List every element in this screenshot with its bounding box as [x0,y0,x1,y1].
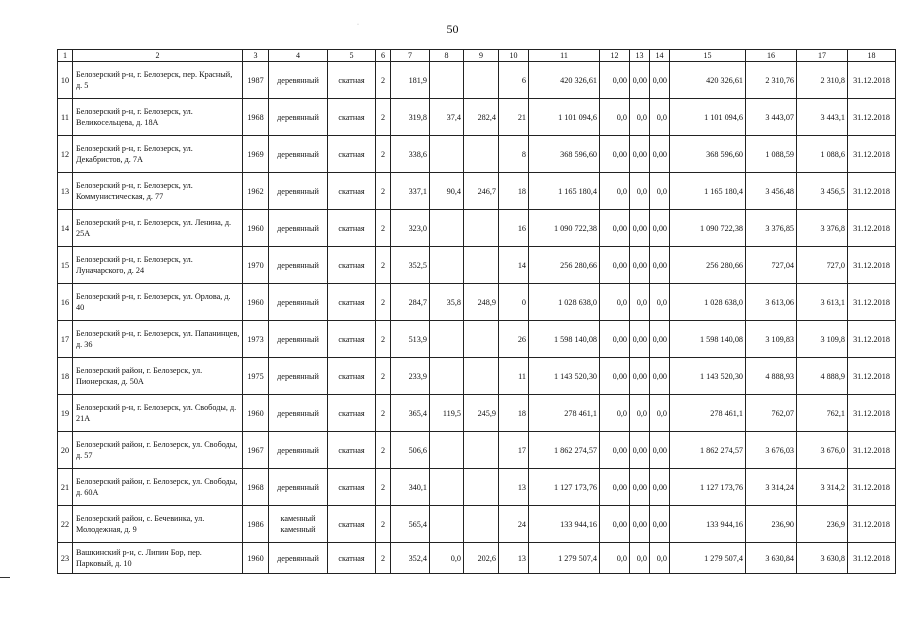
cell-c8: 119,5 [430,395,464,432]
cell-material: деревянный [269,99,328,136]
cell-c14: 0,00 [650,136,670,173]
cell-c8 [430,62,464,99]
table-row [58,99,896,136]
cell-c11: 1 598 140,08 [529,321,600,358]
cell-year: 1960 [243,210,269,247]
cell-material: деревянный [269,136,328,173]
cell-material: деревянный [269,62,328,99]
cell-c16: 3 376,85 [746,210,797,247]
cell-c12: 0,00 [600,210,630,247]
cell-c17: 3 630,8 [797,543,848,574]
cell-roof: скатная [328,62,376,99]
cell-address: Белозерский р-н, г. Белозерск, ул. Папанинцев, д. 36 [73,321,243,358]
cell-c15: 1 090 722,38 [670,210,746,247]
cell-c12: 0,00 [600,469,630,506]
cell-c12: 0,00 [600,506,630,543]
cell-c10: 11 [499,358,529,395]
cell-date: 31.12.2018 [848,173,896,210]
cell-area: 506,6 [391,432,430,469]
cell-c14: 0,00 [650,62,670,99]
cell-floors: 2 [376,62,391,99]
cell-c11: 1 279 507,4 [529,543,600,574]
table-row [58,358,896,395]
cell-year: 1960 [243,395,269,432]
cell-c16: 3 314,24 [746,469,797,506]
cell-material: деревянный [269,543,328,574]
cell-c8: 0,0 [430,543,464,574]
cell-area: 365,4 [391,395,430,432]
cell-address: Белозерский район, г. Белозерск, ул. Пионерская, д. 50А [73,358,243,395]
cell-floors: 2 [376,284,391,321]
cell-c14: 0,00 [650,321,670,358]
cell-c11: 368 596,60 [529,136,600,173]
page-number: 50 [446,22,459,36]
table-row [58,62,896,99]
cell-c13: 0,00 [630,506,650,543]
cell-address: Белозерский р-н, г. Белозерск, ул. Декабристов, д. 7А [73,136,243,173]
table-row [58,247,896,284]
cell-date: 31.12.2018 [848,321,896,358]
column-number: 13 [630,50,650,62]
cell-c14: 0,00 [650,247,670,284]
cell-c9 [464,136,499,173]
cell-n: 11 [58,99,73,136]
cell-n: 17 [58,321,73,358]
cell-floors: 2 [376,321,391,358]
cell-c11: 1 143 520,30 [529,358,600,395]
cell-material: деревянный [269,432,328,469]
cell-n: 16 [58,284,73,321]
cell-c10: 18 [499,395,529,432]
cell-roof: скатная [328,432,376,469]
column-number: 16 [746,50,797,62]
cell-address: Белозерский район, с. Бечевинка, ул. Молодежная, д. 9 [73,506,243,543]
cell-c16: 1 088,59 [746,136,797,173]
cell-c8: 35,8 [430,284,464,321]
cell-date: 31.12.2018 [848,62,896,99]
column-number: 2 [73,50,243,62]
cell-area: 284,7 [391,284,430,321]
cell-c14: 0,0 [650,284,670,321]
cell-c8 [430,469,464,506]
cell-roof: скатная [328,321,376,358]
cell-year: 1960 [243,543,269,574]
table-row [58,321,896,358]
cell-c14: 0,0 [650,173,670,210]
column-number: 8 [430,50,464,62]
cell-c17: 3 613,1 [797,284,848,321]
cell-address: Белозерский р-н, г. Белозерск, ул. Луначарского, д. 24 [73,247,243,284]
cell-c14: 0,00 [650,432,670,469]
cell-address: Белозерский район, г. Белозерск, ул. Свободы, д. 60А [73,469,243,506]
cell-c15: 1 165 180,4 [670,173,746,210]
cell-c9 [464,506,499,543]
cell-c11: 420 326,61 [529,62,600,99]
cell-c16: 727,04 [746,247,797,284]
cell-c11: 133 944,16 [529,506,600,543]
cell-year: 1969 [243,136,269,173]
cell-material: деревянный [269,210,328,247]
cell-c11: 256 280,66 [529,247,600,284]
cell-roof: скатная [328,99,376,136]
cell-c8 [430,210,464,247]
cell-floors: 2 [376,210,391,247]
cell-year: 1968 [243,469,269,506]
cell-n: 15 [58,247,73,284]
cell-date: 31.12.2018 [848,284,896,321]
cell-n: 10 [58,62,73,99]
cell-c17: 762,1 [797,395,848,432]
cell-c8 [430,136,464,173]
cell-c17: 236,9 [797,506,848,543]
column-number: 10 [499,50,529,62]
cell-material: каменный каменный [269,506,328,543]
cell-c13: 0,00 [630,358,650,395]
cell-year: 1973 [243,321,269,358]
scan-speck: · [357,22,359,28]
cell-c10: 24 [499,506,529,543]
cell-c13: 0,0 [630,543,650,574]
cell-c10: 17 [499,432,529,469]
cell-c12: 0,00 [600,432,630,469]
cell-roof: скатная [328,506,376,543]
cell-n: 22 [58,506,73,543]
cell-c10: 6 [499,62,529,99]
cell-area: 513,9 [391,321,430,358]
cell-c8 [430,247,464,284]
cell-c15: 1 127 173,76 [670,469,746,506]
cell-date: 31.12.2018 [848,210,896,247]
cell-c9 [464,62,499,99]
table-row [58,395,896,432]
cell-c8: 90,4 [430,173,464,210]
column-number: 9 [464,50,499,62]
cell-c12: 0,00 [600,247,630,284]
cell-c10: 8 [499,136,529,173]
cell-year: 1986 [243,506,269,543]
cell-floors: 2 [376,506,391,543]
cell-n: 13 [58,173,73,210]
cell-c9: 248,9 [464,284,499,321]
cell-roof: скатная [328,136,376,173]
cell-address: Белозерский р-н, г. Белозерск, ул. Свободы, д. 21А [73,395,243,432]
cell-c14: 0,0 [650,395,670,432]
cell-n: 18 [58,358,73,395]
cell-date: 31.12.2018 [848,432,896,469]
cell-date: 31.12.2018 [848,395,896,432]
cell-date: 31.12.2018 [848,136,896,173]
cell-c12: 0,00 [600,321,630,358]
cell-floors: 2 [376,469,391,506]
cell-c9 [464,321,499,358]
cell-c11: 1 862 274,57 [529,432,600,469]
cell-c14: 0,00 [650,358,670,395]
cell-c14: 0,00 [650,506,670,543]
cell-floors: 2 [376,432,391,469]
cell-c9: 246,7 [464,173,499,210]
cell-c16: 3 630,84 [746,543,797,574]
cell-c12: 0,0 [600,284,630,321]
cell-c14: 0,00 [650,469,670,506]
cell-material: деревянный [269,173,328,210]
cell-year: 1987 [243,62,269,99]
cell-c16: 2 310,76 [746,62,797,99]
cell-address: Белозерский р-н, г. Белозерск, ул. Великосельцева, д. 18А [73,99,243,136]
cell-year: 1970 [243,247,269,284]
cell-date: 31.12.2018 [848,506,896,543]
table-row [58,506,896,543]
cell-c12: 0,0 [600,543,630,574]
cell-area: 181,9 [391,62,430,99]
cell-c10: 26 [499,321,529,358]
cell-c12: 0,0 [600,395,630,432]
cell-material: деревянный [269,284,328,321]
cell-c16: 3 443,07 [746,99,797,136]
cell-c17: 3 109,8 [797,321,848,358]
column-number: 1 [58,50,73,62]
cell-n: 14 [58,210,73,247]
cell-c17: 4 888,9 [797,358,848,395]
cell-c15: 256 280,66 [670,247,746,284]
cell-c9: 282,4 [464,99,499,136]
table-row [58,284,896,321]
cell-c10: 13 [499,543,529,574]
cell-date: 31.12.2018 [848,247,896,284]
cell-date: 31.12.2018 [848,543,896,574]
cell-material: деревянный [269,247,328,284]
cell-c9 [464,469,499,506]
cell-c13: 0,0 [630,284,650,321]
cell-floors: 2 [376,99,391,136]
column-number: 6 [376,50,391,62]
cell-c9 [464,358,499,395]
cell-c17: 3 676,0 [797,432,848,469]
cell-c16: 236,90 [746,506,797,543]
cell-address: Белозерский р-н, г. Белозерск, ул. Ленина, д. 25А [73,210,243,247]
cell-c11: 1 028 638,0 [529,284,600,321]
cell-c9 [464,247,499,284]
cell-c12: 0,00 [600,136,630,173]
cell-c16: 3 109,83 [746,321,797,358]
cell-c9 [464,210,499,247]
cell-c17: 1 088,6 [797,136,848,173]
cell-c15: 133 944,16 [670,506,746,543]
cell-n: 21 [58,469,73,506]
cell-c9 [464,432,499,469]
cell-c13: 0,00 [630,469,650,506]
cell-c8 [430,432,464,469]
cell-c12: 0,00 [600,62,630,99]
cell-c10: 0 [499,284,529,321]
cell-n: 20 [58,432,73,469]
column-number: 5 [328,50,376,62]
cell-c11: 1 165 180,4 [529,173,600,210]
cell-c14: 0,0 [650,99,670,136]
cell-c14: 0,0 [650,543,670,574]
cell-material: деревянный [269,395,328,432]
cell-c8 [430,506,464,543]
cell-area: 352,4 [391,543,430,574]
column-number: 18 [848,50,896,62]
column-number: 12 [600,50,630,62]
cell-c10: 13 [499,469,529,506]
cell-year: 1968 [243,99,269,136]
table-row [58,469,896,506]
cell-c16: 4 888,93 [746,358,797,395]
cell-c17: 2 310,8 [797,62,848,99]
cell-roof: скатная [328,173,376,210]
cell-roof: скатная [328,284,376,321]
cell-c17: 3 314,2 [797,469,848,506]
cell-c10: 16 [499,210,529,247]
column-number: 17 [797,50,848,62]
cell-roof: скатная [328,358,376,395]
column-number: 14 [650,50,670,62]
cell-c15: 1 101 094,6 [670,99,746,136]
cell-c15: 1 279 507,4 [670,543,746,574]
cell-n: 12 [58,136,73,173]
cell-c16: 3 456,48 [746,173,797,210]
table-row [58,136,896,173]
cell-roof: скатная [328,210,376,247]
cell-c17: 3 376,8 [797,210,848,247]
cell-address: Белозерский р-н, г. Белозерск, ул. Орлова, д. 40 [73,284,243,321]
cell-c13: 0,0 [630,99,650,136]
cell-date: 31.12.2018 [848,358,896,395]
cell-c13: 0,00 [630,62,650,99]
cell-address: Белозерский р-н, г. Белозерск, ул. Коммунистическая, д. 77 [73,173,243,210]
cell-year: 1967 [243,432,269,469]
cell-year: 1962 [243,173,269,210]
cell-c15: 1 028 638,0 [670,284,746,321]
cell-c13: 0,00 [630,432,650,469]
cell-c11: 1 127 173,76 [529,469,600,506]
cell-address: Вашкинский р-н, с. Липин Бор, пер. Парковый, д. 10 [73,543,243,574]
cell-year: 1960 [243,284,269,321]
cell-roof: скатная [328,395,376,432]
column-number: 3 [243,50,269,62]
cell-c14: 0,00 [650,210,670,247]
cell-c9: 245,9 [464,395,499,432]
table-row [58,543,896,574]
cell-c16: 3 613,06 [746,284,797,321]
cell-n: 19 [58,395,73,432]
cell-area: 319,8 [391,99,430,136]
cell-c10: 14 [499,247,529,284]
cell-area: 323,0 [391,210,430,247]
cell-date: 31.12.2018 [848,99,896,136]
cell-material: деревянный [269,321,328,358]
cell-area: 352,5 [391,247,430,284]
cell-c16: 762,07 [746,395,797,432]
cell-c13: 0,00 [630,321,650,358]
table-row [58,210,896,247]
table-row [58,432,896,469]
cell-date: 31.12.2018 [848,469,896,506]
cell-c15: 278 461,1 [670,395,746,432]
cell-c17: 727,0 [797,247,848,284]
cell-c17: 3 456,5 [797,173,848,210]
cell-c15: 1 598 140,08 [670,321,746,358]
cell-address: Белозерский р-н, г. Белозерск, пер. Красный, д. 5 [73,62,243,99]
column-number: 4 [269,50,328,62]
cell-roof: скатная [328,247,376,284]
cell-c10: 18 [499,173,529,210]
cell-c13: 0,0 [630,173,650,210]
cell-area: 340,1 [391,469,430,506]
cell-c12: 0,00 [600,358,630,395]
cell-c15: 1 143 520,30 [670,358,746,395]
cell-c13: 0,00 [630,210,650,247]
margin-mark [0,577,10,578]
cell-floors: 2 [376,247,391,284]
cell-c12: 0,0 [600,99,630,136]
cell-c15: 1 862 274,57 [670,432,746,469]
cell-c15: 420 326,61 [670,62,746,99]
cell-floors: 2 [376,395,391,432]
column-number: 7 [391,50,430,62]
cell-c15: 368 596,60 [670,136,746,173]
cell-c11: 1 101 094,6 [529,99,600,136]
cell-c11: 278 461,1 [529,395,600,432]
cell-c12: 0,0 [600,173,630,210]
column-number: 11 [529,50,600,62]
cell-area: 337,1 [391,173,430,210]
cell-floors: 2 [376,173,391,210]
cell-area: 233,9 [391,358,430,395]
cell-c8 [430,358,464,395]
cell-floors: 2 [376,543,391,574]
cell-c16: 3 676,03 [746,432,797,469]
cell-c10: 21 [499,99,529,136]
cell-c9: 202,6 [464,543,499,574]
cell-floors: 2 [376,136,391,173]
cell-address: Белозерский район, г. Белозерск, ул. Свободы, д. 57 [73,432,243,469]
table-row [58,173,896,210]
cell-c8 [430,321,464,358]
cell-c13: 0,00 [630,136,650,173]
cell-c11: 1 090 722,38 [529,210,600,247]
housing-registry-table [57,49,896,574]
column-number: 15 [670,50,746,62]
cell-c13: 0,0 [630,395,650,432]
column-number-row [58,50,896,62]
cell-area: 338,6 [391,136,430,173]
cell-area: 565,4 [391,506,430,543]
cell-material: деревянный [269,469,328,506]
cell-year: 1975 [243,358,269,395]
cell-roof: скатная [328,469,376,506]
cell-material: деревянный [269,358,328,395]
cell-floors: 2 [376,358,391,395]
cell-roof: скатная [328,543,376,574]
cell-c17: 3 443,1 [797,99,848,136]
cell-c13: 0,00 [630,247,650,284]
cell-c8: 37,4 [430,99,464,136]
cell-n: 23 [58,543,73,574]
